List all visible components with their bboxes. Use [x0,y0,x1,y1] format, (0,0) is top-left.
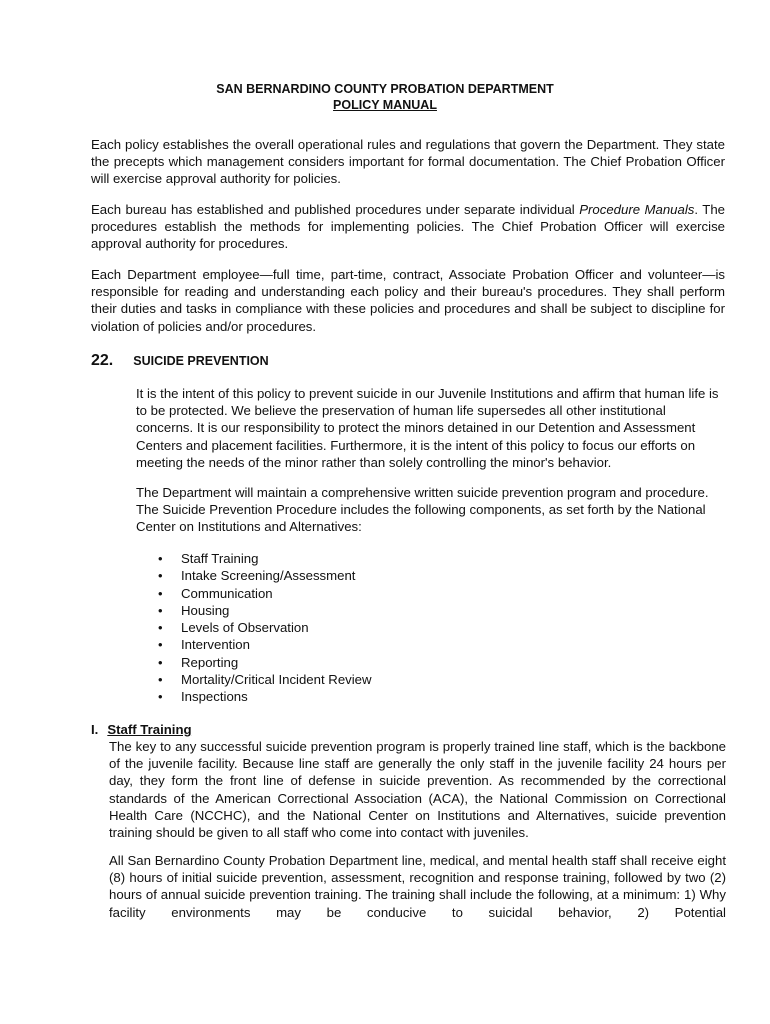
list-item [158,602,372,619]
section-number: 22. [91,352,114,369]
bullet-icon: • [158,585,163,601]
section-intent-paragraph: It is the intent of this policy to prevent suicide in our Juvenile Institutions and affirm that human life is to be protected. We believe the preservation of human life supersedes all other institutional concerns. It is our responsibility to protect the minors detained in our Detention and Assessment Centers and placement facilities. Furthermore, it is the intent of this policy to focus our efforts on meeting the needs of the minor rather than solely controlling the minor's behavior. [136,386,719,470]
subsection-heading [91,721,192,738]
section-program-paragraph: The Department will maintain a comprehensive written suicide prevention program and procedure. The Suicide Prevention Procedure includes the following components, as set forth by the National Center on Institutions and Alternatives: [136,485,709,535]
subsection-title: Staff Training [107,722,192,737]
section-title: SUICIDE PREVENTION [133,354,269,368]
department-title: SAN BERNARDINO COUNTY PROBATION DEPARTMENT [216,82,554,96]
list-item [158,585,372,602]
components-list [158,550,372,706]
list-item [158,567,372,584]
list-item [158,550,372,567]
intro-procedures-text-end: . The procedures establish the methods for implementing policies. The Chief Probation Officer will exercise approval authority for procedures. [91,202,725,252]
bullet-icon: • [158,551,163,566]
bullet-icon: • [158,637,163,653]
list-item [158,688,372,705]
list-item [158,619,372,636]
list-item [158,654,372,671]
section-heading [91,352,269,370]
intro-paragraph-procedures [91,201,725,253]
intro-procedures-text-start: Each bureau has established and published procedures under separate individual [91,202,580,217]
bullet-icon: • [158,689,163,705]
list-item [158,671,372,688]
list-item-label: Intervention [181,637,250,653]
bullet-icon: • [158,568,163,584]
list-item-label: Housing [181,602,230,618]
list-item [158,636,372,653]
list-item-label: Intake Screening/Assessment [181,568,356,584]
bullet-icon: • [158,620,163,636]
procedure-manuals-emphasis: Procedure Manuals [579,202,695,217]
intro-paragraph-employees: Each Department employee—full time, part-time, contract, Associate Probation Officer and volunteer—is responsible for reading and understanding each policy and their bureau's procedures. They shall perform their duties and tasks in compliance with these policies and procedures and shall be subject to discipline for violation of policies and/or procedures. [91,267,725,334]
list-item-label: Levels of Observation [181,620,309,636]
staff-training-paragraph: The key to any successful suicide prevention program is properly trained line staff, which is the backbone of the juvenile facility. Because line staff are generally the only staff in the juvenile facility 24 hours per day, they form the front line of defense in suicide prevention. As recommended by the correctional standards of the American Correctional Association (ACA), the National Commission on Correctional Health Care (NCCHC), and the National Center on Institutions and Alternatives, suicide prevention training should be given to all staff who come into contact with juveniles. [109,739,726,841]
list-item-label: Inspections [181,689,248,705]
intro-paragraph-policies: Each policy establishes the overall operational rules and regulations that govern the Department. They state the precepts which management considers important for formal documentation. The Chief Probation Officer will exercise approval authority for policies. [91,137,725,187]
training-requirements-paragraph: All San Bernardino County Probation Department line, medical, and mental health staff shall receive eight (8) hours of initial suicide prevention, assessment, recognition and response training, followed by two (2) hours of annual suicide prevention training. The training shall include the following, at a minimum: 1) Why facility environments may be conducive to suicidal behavior, 2) Potential [109,853,726,920]
manual-title: POLICY MANUAL [333,98,437,112]
list-item-label: Communication [181,585,273,601]
bullet-icon: • [158,602,163,618]
list-item-label: Mortality/Critical Incident Review [181,672,372,688]
subsection-number: I. [91,722,99,737]
list-item-label: Reporting [181,654,239,670]
bullet-icon: • [158,654,163,670]
bullet-icon: • [158,672,163,688]
list-item-label: Staff Training [181,551,259,566]
